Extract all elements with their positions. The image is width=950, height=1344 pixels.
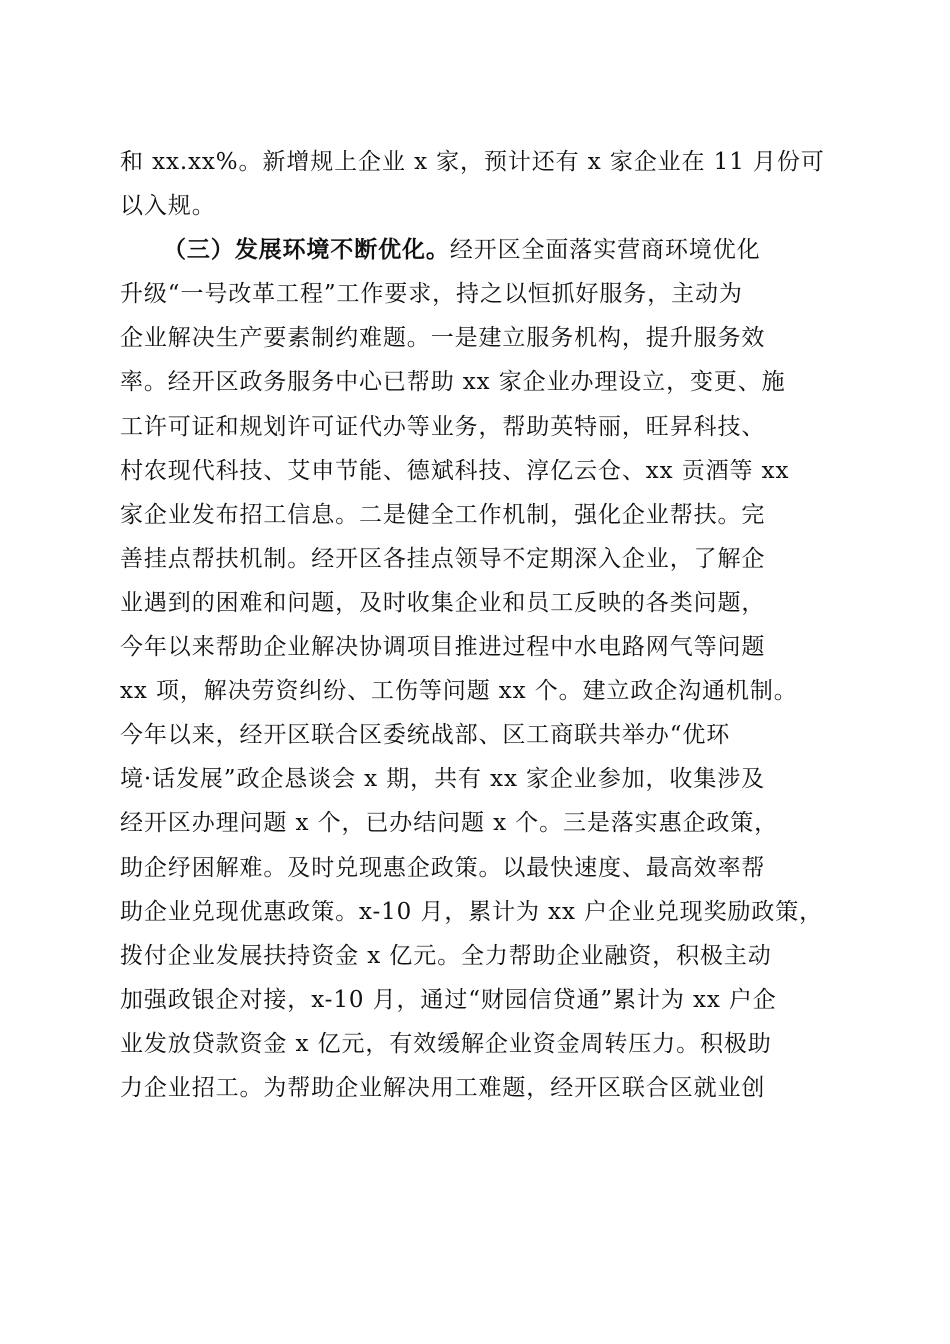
text-line: 经开区办理问题 x 个，已办结问题 x 个。三是落实惠企政策，	[120, 810, 779, 837]
text-line: 和 xx.xx%。新增规上企业 x 家，预计还有 x 家企业在 11 月份可	[120, 149, 825, 175]
text-line: 善挂点帮扶机制。经开区各挂点领导不定期深入企业，了解企	[120, 545, 766, 572]
body-text	[120, 140, 830, 1110]
text-line: 力企业招工。为帮助企业解决用工难题，经开区联合区就业创	[120, 1074, 766, 1101]
paragraph-1	[120, 140, 830, 228]
section-heading: （三）发展环境不断优化。	[163, 236, 450, 264]
text-line: 今年以来，经开区联合区委统战部、区工商联共举办“优环	[120, 722, 731, 749]
text-line: 境·话发展”政企恳谈会 x 期，共有 xx 家企业参加，收集涉及	[120, 766, 766, 793]
text-line: 拨付企业发展扶持资金 x 亿元。全力帮助企业融资，积极主动	[120, 942, 772, 969]
text-line: 以入规。	[120, 193, 216, 220]
text-line: 率。经开区政务服务中心已帮助 xx 家企业办理设立，变更、施	[120, 369, 786, 396]
text-line: 助企业兑现优惠政策。x-10 月，累计为 xx 户企业兑现奖励政策，	[120, 898, 824, 925]
text-line: 村农现代科技、艾申节能、德斌科技、淳亿云仓、xx 贡酒等 xx	[120, 457, 790, 484]
text-line: 业遇到的困难和问题，及时收集企业和员工反映的各类问题，	[120, 589, 766, 616]
paragraph-2	[120, 228, 830, 1110]
text-line: 加强政银企对接，x-10 月，通过“财园信贷通”累计为 xx 户企	[120, 986, 777, 1013]
text-line: xx 项，解决劳资纠纷、工伤等问题 xx 个。建立政企沟通机制。	[120, 678, 798, 705]
text-line: 工许可证和规划许可证代办等业务，帮助英特丽，旺昇科技、	[120, 413, 766, 440]
text-line: 业发放贷款资金 x 亿元，有效缓解企业资金周转压力。积极助	[120, 1030, 772, 1057]
heading-line-rest: 经开区全面落实营商环境优化	[449, 237, 761, 264]
text-line: 助企纾困解难。及时兑现惠企政策。以最快速度、最高效率帮	[120, 854, 766, 881]
text-line: 升级“一号改革工程”工作要求，持之以恒抓好服务，主动为	[120, 281, 743, 308]
text-line: 企业解决生产要素制约难题。一是建立服务机构，提升服务效	[120, 325, 766, 352]
text-line: 家企业发布招工信息。二是健全工作机制，强化企业帮扶。完	[120, 501, 766, 528]
text-line: 今年以来帮助企业解决协调项目推进过程中水电路网气等问题	[120, 634, 766, 661]
text-line	[120, 228, 830, 272]
